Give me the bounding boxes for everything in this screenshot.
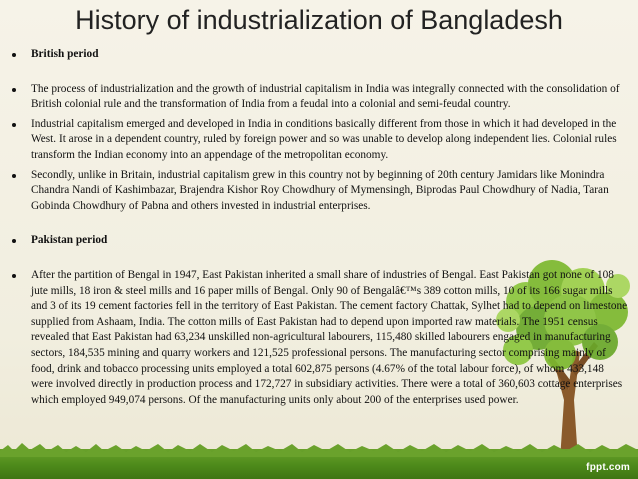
bullet-list [12,47,628,408]
bullet-dot [12,53,16,57]
bullet-dot [12,274,16,278]
bullet-dot [12,239,16,243]
bullet-item: Industrial capitalism emerged and developed in India in conditions basically different from those in which it had developed in the West. It arose in a dependent country, ruled by foreign power and so was unable to develop along independent lies. Colonial rules transform the Indian economy into an appendage of the metropolitan economy. [12,117,628,164]
slide-title: History of industrialization of Bangladesh [75,5,563,35]
bullet-item: The process of industrialization and the growth of industrial capitalism in India was integrally connected with the consolidation of British colonial rule and the transformation of India from a feudal into a colonial and semi-feudal country. [12,82,628,113]
brand-watermark: fppt.com [586,462,630,473]
grass-blades [0,443,638,457]
bullet-item: After the partition of Bengal in 1947, East Pakistan inherited a small share of industries of Bengal. East Pakistan got none of 108 jute mills, 18 iron & steel mills and 16 paper mills of Bengal. Only 90 of Bengalâ€™s 389 cotton mills, 10 of its 166 sugar mills and 3 of its 19 cement factories fell in the territory of East Pakistan. The cement factory Chattak, Sylhet had to depend on limestone supplied from Ashaam, India. The cotton mills of East Pakistan had to depend upon imported raw materials. The 1951 census revealed that East Pakistan had 63,234 unskilled non-agricultural labourers, 115,480 skilled labourers engaged in manufacturing sectors, 184,535 mining and quarry workers and 121,525 professional persons. The manufacturing sector comprising mainly of food, drink and tobacco processing units employed a total 602,875 persons (4.67% of the total labour force), of whom 433,148 were involved directly in production process and 172,727 in subsidiary activities. There were a total of 360,603 cottage enterprises which employed 949,074 persons. Of the manufacturing units only about 200 of the enterprises used power. [12,268,628,408]
bullet-pakistan-period: Pakistan period [12,233,628,249]
bullet-dot [12,174,16,178]
bullet-dot [12,88,16,92]
bullet-item: Secondly, unlike in Britain, industrial capitalism grew in this country not by beginning of 20th century Jamidars like Monindra Chandra Nandi of Kashimbazar, Brajendra Kishor Roy Chowdhury of Mymensingh, Biprodas Paul Chowdhury of Nadia, Taran Gobinda Chowdhury of Pabna and others invested in industrial enterprises. [12,168,628,215]
bullet-british-period: British period [12,47,628,63]
bullet-dot [12,123,16,127]
